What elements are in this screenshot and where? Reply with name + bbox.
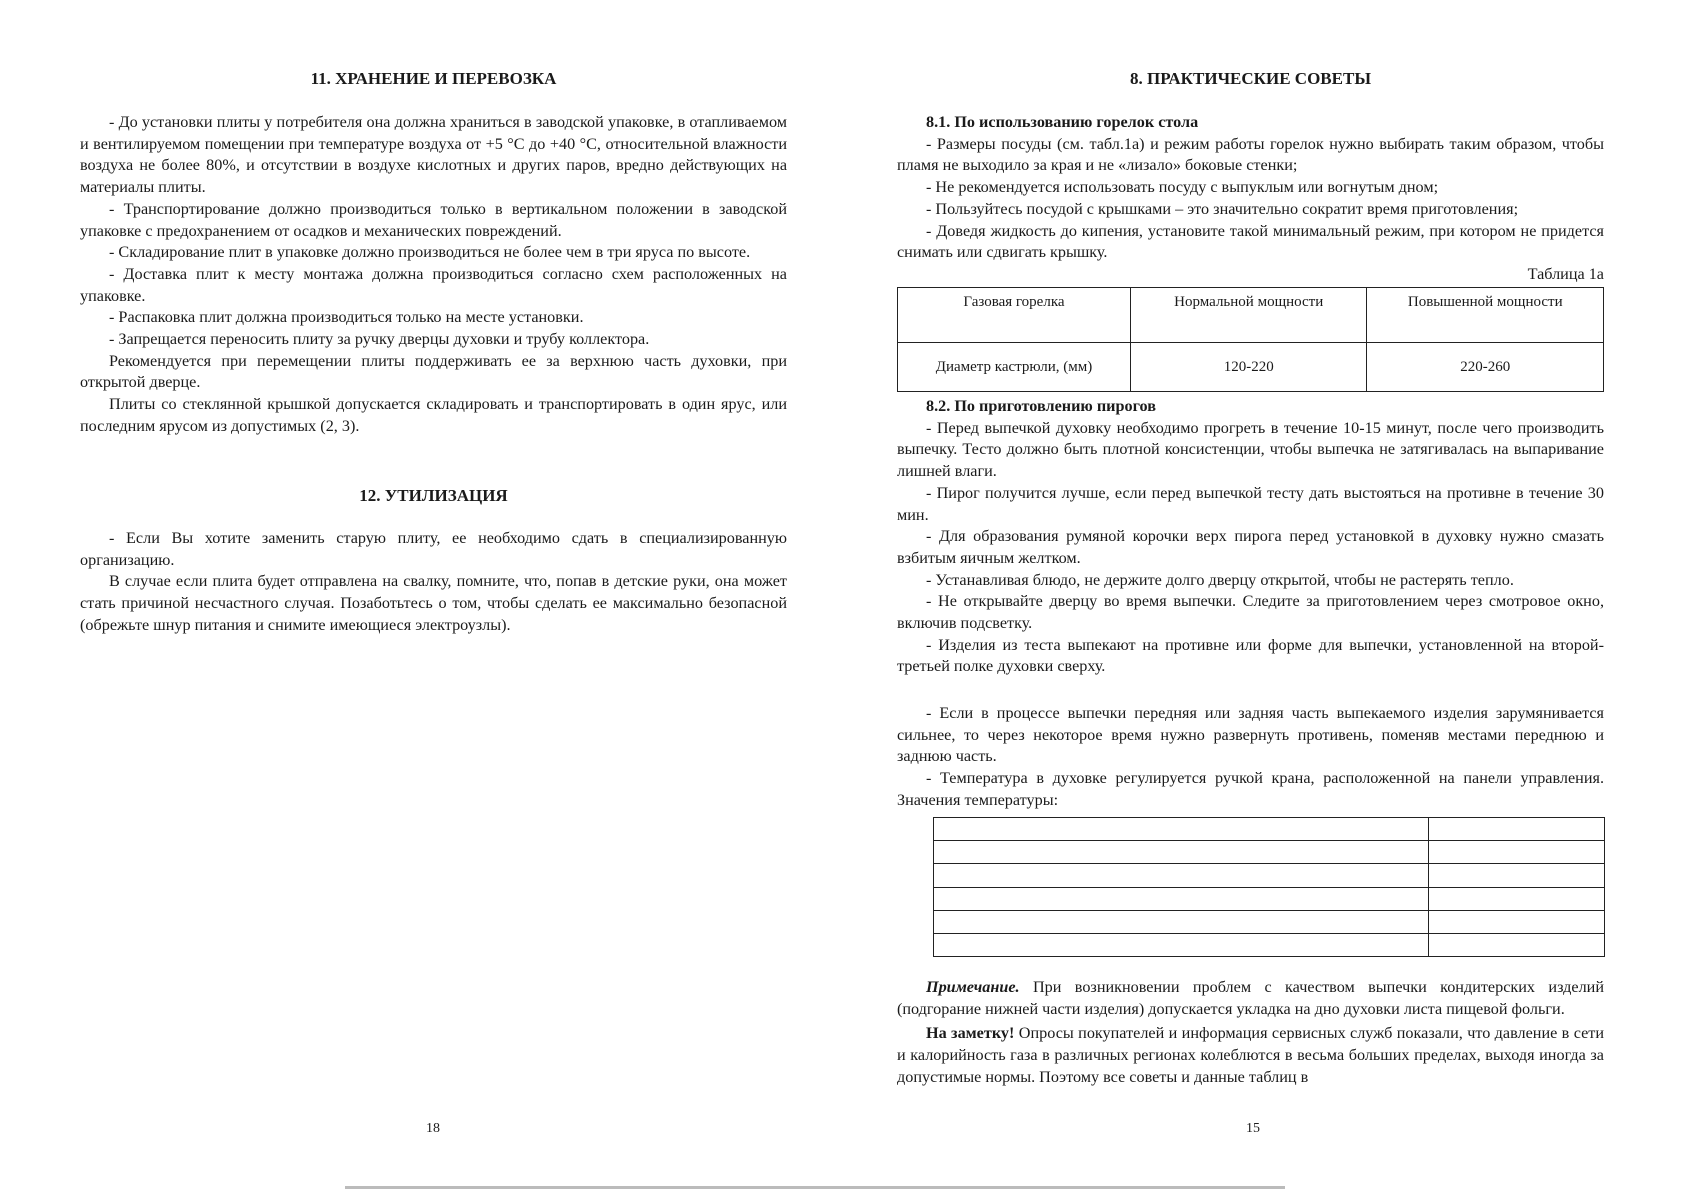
pies-paragraph: - Устанавливая блюдо, не держите долго дверцу открытой, чтобы не растерять тепло. xyxy=(926,570,1514,589)
burners-paragraph: - Пользуйтесь посудой с крышками – это значительно сократит время приготовления; xyxy=(926,199,1519,218)
burner-table xyxy=(897,287,1604,392)
table-row xyxy=(934,887,1605,910)
burners-section xyxy=(897,112,1604,286)
disposal-paragraph: - Если Вы хотите заменить старую плиту, ее необходимо сдать в специализированную организацию. xyxy=(80,529,787,569)
tip-label: На заметку! xyxy=(926,1024,1015,1043)
pies-paragraph: - Изделия из теста выпекают на противне или форме для выпечки, установленной на второй-третьей полке духовки сверху. xyxy=(897,635,1604,676)
table-cell xyxy=(1429,864,1605,887)
table-cell xyxy=(1429,933,1605,956)
tip-paragraph xyxy=(897,1023,1604,1088)
table-header-cell: Повышенной мощности xyxy=(1367,288,1604,343)
note-section xyxy=(897,977,1604,1089)
table-cell xyxy=(934,864,1429,887)
storage-paragraph: Плиты со стеклянной крышкой допускается складировать и транспортировать в один ярус, или последним ярусом из допустимых (2, 3). xyxy=(80,395,787,435)
tips-heading: 8. ПРАКТИЧЕСКИЕ СОВЕТЫ xyxy=(1129,69,1372,88)
burners-paragraph: - Размеры посуды (см. табл.1а) и режим работы горелок нужно выбирать таким образом, чтобы пламя не выходило за края и не «лизало» боковые стенки; xyxy=(897,134,1604,175)
table-cell: Диаметр кастрюли, (мм) xyxy=(898,343,1131,392)
burner-table-wrap xyxy=(897,287,1604,392)
table-row xyxy=(898,288,1604,343)
note-text: При возникновении проблем с качеством выпечки кондитерских изделий (подгорание нижней части изделия) допускается укладка на дно духовки листа пищевой фольги. xyxy=(897,978,1604,1018)
table-cell xyxy=(934,910,1429,933)
storage-paragraph: - Распаковка плит должна производиться только на месте установки. xyxy=(109,308,584,327)
table-row xyxy=(934,910,1605,933)
table-cell xyxy=(1429,910,1605,933)
pies-paragraph: - Не открывайте дверцу во время выпечки. Следите за приготовлением через смотровое окно, включив подсветку. xyxy=(897,592,1604,633)
disposal-heading: 12. УТИЛИЗАЦИЯ xyxy=(359,486,508,505)
table-row xyxy=(934,818,1605,841)
table-cell xyxy=(1429,887,1605,910)
table-row xyxy=(934,933,1605,956)
pies-paragraph: - Перед выпечкой духовку необходимо прогреть в течение 10-15 минут, после чего производить выпечку. Тесто должно быть плотной консистенции, чтобы выпечка не затягивалась на выпаривание лишней влаги. xyxy=(897,418,1604,481)
table-caption: Таблица 1а xyxy=(1527,264,1604,283)
storage-paragraph: Рекомендуется при перемещении плиты поддерживать ее за верхнюю часть духовки, при открытой дверце. xyxy=(80,351,787,392)
disposal-section xyxy=(80,528,787,637)
temperature-table xyxy=(933,817,1605,957)
table-row xyxy=(934,841,1605,864)
table-cell xyxy=(934,933,1429,956)
pies-section-b xyxy=(897,703,1604,812)
table-cell xyxy=(934,818,1429,841)
pies-paragraph: - Пирог получится лучше, если перед выпечкой тесту дать выстояться на противне в течение 30 мин. xyxy=(897,483,1604,524)
table-cell xyxy=(1429,841,1605,864)
table-cell xyxy=(934,841,1429,864)
table-cell: 120-220 xyxy=(1130,343,1367,392)
pies-paragraph: - Если в процессе выпечки передняя или задняя часть выпекаемого изделия зарумянивается сильнее, то через некоторое время нужно развернуть противень, поменяв местами переднюю и заднюю часть. xyxy=(897,704,1604,766)
pies-paragraph: - Для образования румяной корочки верх пирога перед установкой в духовку нужно смазать взбитым яичным желтком. xyxy=(897,527,1604,567)
storage-paragraph: - Транспортирование должно производиться только в вертикальном положении в заводской упаковке с предохранением от осадков и механических повреждений. xyxy=(80,199,787,240)
note-label: Примечание. xyxy=(926,978,1020,996)
scan-edge-line xyxy=(345,1186,1285,1189)
table-cell xyxy=(1429,818,1605,841)
pies-section xyxy=(897,396,1604,678)
storage-section xyxy=(80,112,787,438)
table-header-cell: Газовая горелка xyxy=(898,288,1131,343)
table-cell xyxy=(934,887,1429,910)
pies-subheading: 8.2. По приготовлению пирогов xyxy=(926,397,1156,415)
tip-text: Опросы покупателей и информация сервисных служб показали, что давление в сети и калорийность газа в различных регионах колеблются в весьма больших пределах, выходя иногда за допустимые нормы. Поэтому все советы и данные таблиц в xyxy=(897,1024,1604,1086)
note-paragraph xyxy=(897,977,1604,1020)
table-header-cell: Нормальной мощности xyxy=(1130,288,1367,343)
table-row xyxy=(934,864,1605,887)
storage-paragraph: - Складирование плит в упаковке должно производиться не более чем в три яруса по высоте. xyxy=(109,243,751,262)
storage-paragraph: - До установки плиты у потребителя она должна храниться в заводской упаковке, в отапливаемом и вентилируемом помещении при температуре воздуха от +5 °С до +40 °С, относительной влажности воздуха не более 80%, и отсутствии в воздухе кислотных и других паров, вредно действующих на материалы плиты. xyxy=(80,113,787,197)
table-row xyxy=(898,343,1604,392)
storage-heading: 11. ХРАНЕНИЕ И ПЕРЕВОЗКА xyxy=(310,69,557,88)
disposal-paragraph: В случае если плита будет отправлена на свалку, помните, что, попав в детские руки, она может стать причиной несчастного случая. Позаботьтесь о том, чтобы сделать ее максимально безопасной (обрежьте шнур питания и снимите имеющиеся электроузлы). xyxy=(80,572,787,634)
burners-paragraph: - Доведя жидкость до кипения, установите такой минимальный режим, при котором не придется снимать или сдвигать крышку. xyxy=(897,221,1604,262)
pies-paragraph: - Температура в духовке регулируется ручкой крана, расположенной на панели управления. Значения температуры: xyxy=(897,769,1604,809)
page-number-right: 15 xyxy=(1246,1121,1260,1136)
burners-subheading: 8.1. По использованию горелок стола xyxy=(926,113,1199,131)
table-cell: 220-260 xyxy=(1367,343,1604,392)
storage-paragraph: - Доставка плит к месту монтажа должна производиться согласно схем расположенных на упаковке. xyxy=(80,264,787,305)
burners-paragraph: - Не рекомендуется использовать посуду с выпуклым или вогнутым дном; xyxy=(926,178,1439,197)
page-number-left: 18 xyxy=(426,1121,440,1136)
storage-paragraph: - Запрещается переносить плиту за ручку дверцы духовки и трубу коллектора. xyxy=(109,330,650,349)
